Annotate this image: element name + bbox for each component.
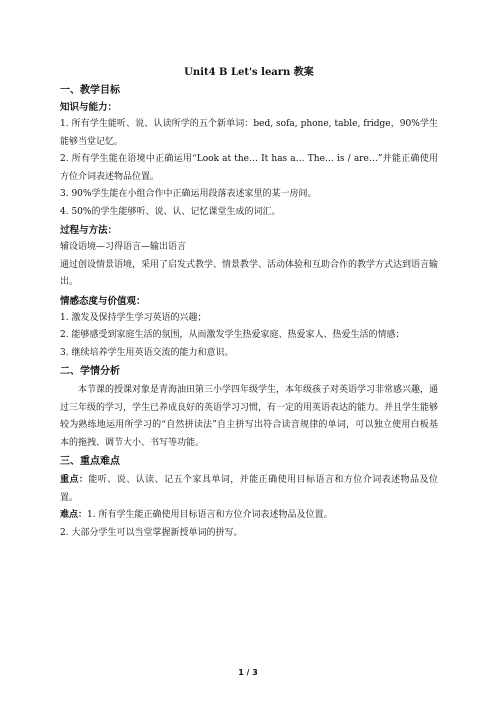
difficult-point-line: [60, 507, 438, 525]
knowledge-item-4: 4. 50%的学生能够听、说、认、记忆课堂生成的词汇。: [60, 206, 281, 217]
analysis-paragraph: 本节课的授课对象是青海油田第三小学四年级学生，本年级孩子对英语学习非常感兴趣，通过三年级的学习，学生已养成良好的英语学习习惯，有一定的用英语表达的能力。并且学生能够较为熟练地运用所学习的“自然拼读法”自主拼写出符合读音规律的单词，可以独立使用白板基本的拖拽、调节大小、书写等功能。: [60, 385, 439, 448]
difficult-point-line-2: 2. 大部分学生可以当堂掌握新授单词的拼写。: [60, 527, 243, 538]
section-heading-objectives: 一、教学目标: [60, 85, 120, 96]
subheading-knowledge: 知识与能力：: [60, 102, 118, 113]
key-point-text: 能听、说、认读、记五个家具单词，并能正确使用目标语言和方位介词表述物品及位置。: [60, 475, 438, 503]
attitude-item-1: 1. 激发及保持学生学习英语的兴趣；: [60, 312, 207, 323]
key-point-label: 重点：: [60, 475, 89, 485]
subheading-attitude: 情感态度与价值观：: [60, 295, 146, 307]
knowledge-item-1: 1. 所有学生能听、说、认读所学的五个新单词：bed, sofa, phone, table, fridge，90%学生能够当堂记忆。: [60, 119, 438, 147]
subheading-process: 过程与方法：: [60, 225, 118, 236]
process-item-1: 辅设语境—习得语言—输出语言: [60, 242, 187, 252]
section-heading-analysis: 二、学情分析: [60, 366, 120, 377]
knowledge-item-2: 2. 所有学生能在语境中正确运用“Look at the… It has a… The… is / are…”并能正确使用方位介词表述物品位置。: [60, 154, 438, 182]
attitude-item-2: 2. 能够感受到家庭生活的氛围，从而激发学生热爱家庭、热爱家人、热爱生活的情感；: [60, 330, 405, 340]
difficult-point-text: 1. 所有学生能正确使用目标语言和方位介词表述物品及位置。: [87, 510, 333, 520]
process-item-2: 通过创设情景语境，采用了启发式教学、情景教学、活动体验和互助合作的教学方式达到语言输出。: [60, 259, 439, 287]
key-point-line: [60, 472, 438, 507]
section-heading-key-points: 三、重点难点: [60, 456, 120, 467]
page-number: 1 / 3: [238, 668, 258, 677]
document-title: Unit4 B Let's learn 教案: [184, 67, 314, 78]
knowledge-item-3: 3. 90%学生能在小组合作中正确运用段落表述家里的某一房间。: [60, 189, 317, 199]
difficult-point-label: 难点：: [60, 510, 88, 520]
attitude-item-3: 3. 继续培养学生用英语交流的能力和意识。: [60, 347, 234, 358]
